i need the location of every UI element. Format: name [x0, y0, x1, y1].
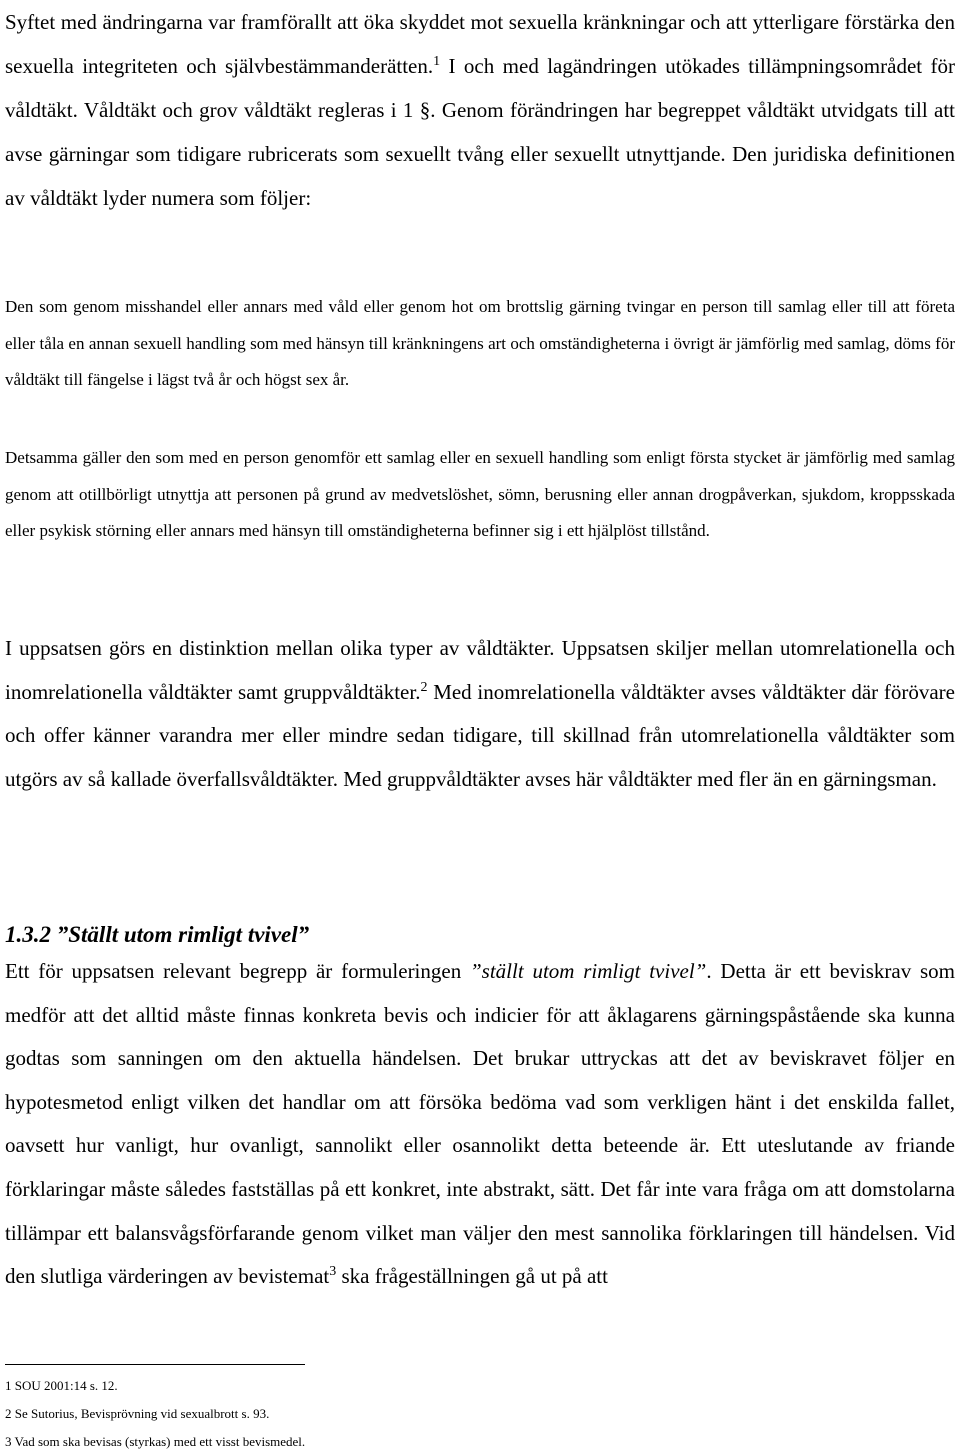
intro-paragraph: [5, 0, 955, 220]
intro-text-1: Syftet med ändringarna var framförallt att öka skyddet mot sexuella kränkningar och att ytterligare förstärka den sexuella integriteten och självbestämmanderätten.: [5, 10, 955, 78]
distinction-paragraph: [5, 627, 955, 801]
doubt-term: ”ställt utom rimligt tvivel”: [470, 959, 707, 983]
doubt-text-1: Ett för uppsatsen relevant begrepp är formuleringen: [5, 959, 470, 983]
footnote-ref-2: 2: [420, 679, 428, 695]
doubt-text-2: . Detta är ett beviskrav som medför att det alltid måste finnas konkreta bevis och indicier för att åklagarens gärningspåstående ska kunna godtas som sanningen om den aktuella händelsen. Det brukar uttryckas att det av beviskravet följer en hypotesmetod enligt vilken det handlar om att försöka bedöma vad som verkligen hänt i det enskilda fallet, oavsett hur vanligt, hur ovanligt, sannolikt eller osannolikt detta beteende är. Ett uteslutande av friande förklaringar måste således fastställas på ett konkret, inte abstrakt, sätt. Det får inte vara fråga om att domstolarna tillämpar ett balansvågsförfarande genom vilket man väljer den mest sannolika förklaringen till händelsen. Vid den slutliga värderingen av bevistemat: [5, 959, 955, 1289]
distinction-text-1: I uppsatsen görs en distinktion mellan olika typer av våldtäkter. Uppsatsen skiljer mellan utomrelationella och inomrelationella våldtäkter samt gruppvåldtäkter.: [5, 636, 955, 704]
footnote-1: 1 SOU 2001:14 s. 12.: [5, 1378, 118, 1393]
distinction-text-2: Med inomrelationella våldtäkter avses våldtäkter där förövare och offer känner varandra mer eller mindre sedan tidigare, till skillnad från utomrelationella våldtäkter som utgörs av så kallade överfallsvåldtäkter. Med gruppvåldtäkter avses här våldtäkter med fler än en gärningsman.: [5, 679, 955, 791]
footnote-3: 3 Vad som ska bevisas (styrkas) med ett visst bevismedel.: [5, 1434, 306, 1449]
reasonable-doubt-paragraph: [5, 950, 955, 1299]
section-heading: 1.3.2 ”Ställt utom rimligt tvivel”: [5, 922, 310, 947]
footnote-ref-3: 3: [329, 1264, 337, 1280]
footnote-ref-1: 1: [433, 54, 441, 69]
footnote-2: 2 Se Sutorius, Bevisprövning vid sexualbrott s. 93.: [5, 1406, 270, 1421]
intro-text-2: I och med lagändringen utökades tillämpningsområdet för våldtäkt. Våldtäkt och grov våldtäkt regleras i 1 §. Genom förändringen har begreppet våldtäkt utvidgats till att avse gärningar som tidigare rubricerats som sexuellt tvång eller sexuellt utnyttjande. Den juridiska definitionen av våldtäkt lyder numera som följer:: [5, 54, 955, 210]
law-quote-paragraph-2: Detsamma gäller den som med en person genomför ett samlag eller en sexuell handling som enligt första stycket är jämförlig med samlag genom att otillbörligt utnyttja att personen på grund av medvetslöshet, sömn, berusning eller annan drogpåverkan, sjukdom, kroppsskada eller psykisk störning eller annars med hänsyn till omständigheterna befinner sig i ett hjälplöst tillstånd.: [5, 448, 955, 540]
doubt-text-3: ska frågeställningen gå ut på att: [336, 1264, 608, 1289]
footnote-divider: [5, 1364, 305, 1365]
law-quote-paragraph-1: Den som genom misshandel eller annars med våld eller genom hot om brottslig gärning tvingar en person till samlag eller till att företa eller tåla en annan sexuell handling som med hänsyn till kränkningens art och omständigheterna i övrigt är jämförlig med samlag, döms för våldtäkt till fängelse i lägst två år och högst sex år.: [5, 297, 955, 389]
